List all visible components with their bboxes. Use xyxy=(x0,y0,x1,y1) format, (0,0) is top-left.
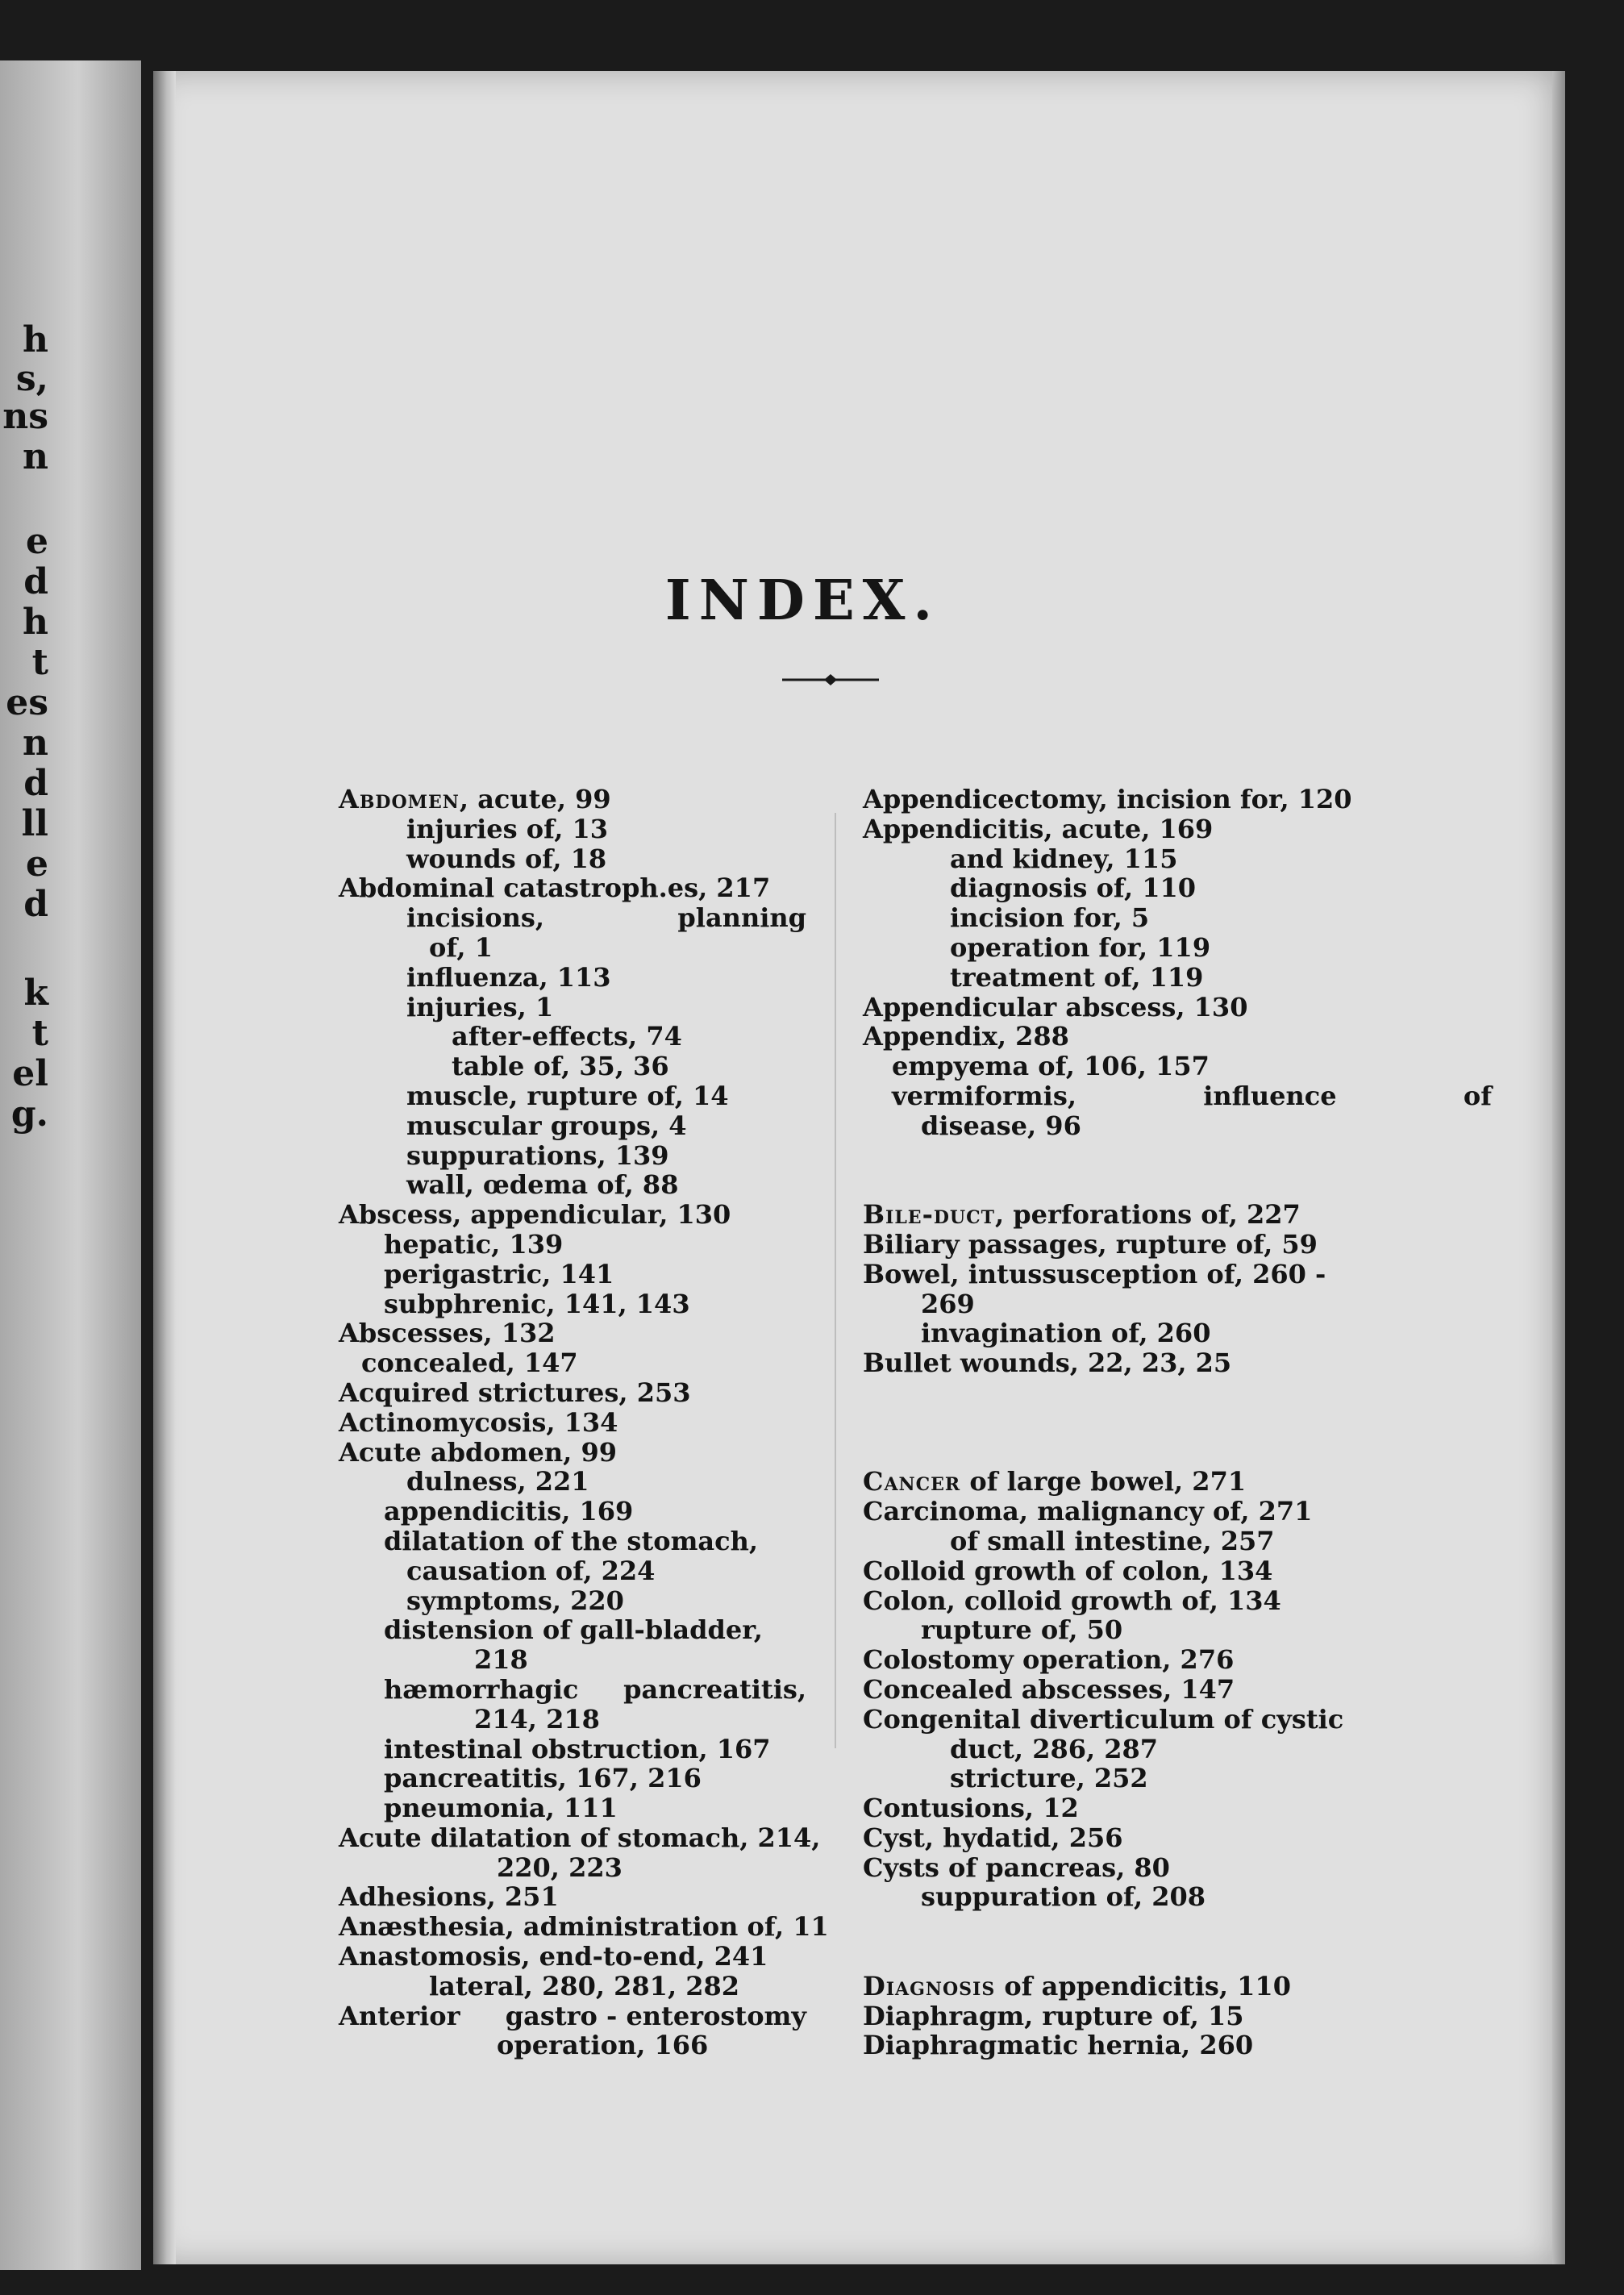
index-section-gap xyxy=(863,1438,1492,1468)
facing-page-letter: s, xyxy=(15,358,48,399)
index-entry: of small intestine, 257 xyxy=(950,1525,1275,1556)
index-entry: Biliary passages, rupture of, 59 xyxy=(863,1228,1318,1260)
index-entry: wounds of, 18 xyxy=(406,843,607,874)
index-entry-word: of xyxy=(1463,1080,1492,1111)
index-entry: appendicitis, 169 xyxy=(384,1496,634,1527)
index-entry: Appendicectomy, incision for, 120 xyxy=(863,784,1352,814)
index-entry-word: Anterior xyxy=(339,2000,460,2031)
index-entry: hepatic, 139 xyxy=(384,1228,564,1260)
index-entry: muscular groups, 4 xyxy=(406,1110,687,1141)
index-entry: Bullet wounds, 22, 23, 25 xyxy=(863,1347,1232,1379)
index-entry: after-effects, 74 xyxy=(452,1021,682,1052)
index-entry: 220, 223 xyxy=(497,1851,623,1883)
index-section-gap xyxy=(863,1912,1492,1942)
facing-page-text-edge xyxy=(0,60,48,2270)
index-entry-word: pancreatitis, xyxy=(623,1673,806,1705)
index-entry-heading: Bile-duct xyxy=(863,1199,996,1231)
index-page xyxy=(153,71,1552,2264)
index-entry-word: planning xyxy=(677,902,806,934)
index-entry: Adhesions, 251 xyxy=(339,1881,559,1913)
facing-page-letter: n xyxy=(23,436,48,477)
index-entry: distension of gall-bladder, xyxy=(384,1614,763,1646)
facing-page-letter: h xyxy=(23,319,48,360)
index-entry: 269 xyxy=(921,1288,975,1319)
index-entry: Actinomycosis, 134 xyxy=(339,1406,618,1438)
index-entry: Diaphragm, rupture of, 15 xyxy=(863,2000,1244,2031)
index-entry: symptoms, 220 xyxy=(406,1585,624,1616)
facing-page-letter: h xyxy=(23,602,48,643)
index-entry: Acute dilatation of stomach, 214, xyxy=(339,1822,821,1853)
index-entry: of, 1 xyxy=(429,931,493,963)
facing-page-letter: es xyxy=(6,682,48,723)
index-entry xyxy=(339,785,806,814)
index-entry: suppuration of, 208 xyxy=(921,1881,1206,1913)
index-entry: Anastomosis, end-to-end, 241 xyxy=(339,1941,768,1972)
index-entry: Cyst, hydatid, 256 xyxy=(863,1822,1123,1853)
facing-page-letter: ll xyxy=(21,803,48,844)
index-entry: causation of, 224 xyxy=(406,1555,656,1586)
index-entry-word: vermiformis, xyxy=(892,1080,1076,1111)
index-entry: Acute abdomen, 99 xyxy=(339,1436,617,1468)
index-section-gap xyxy=(863,1378,1492,1408)
index-section-gap xyxy=(863,1408,1492,1438)
index-entry: Diaphragmatic hernia, 260 xyxy=(863,2030,1254,2061)
index-entry: invagination of, 260 xyxy=(921,1318,1211,1349)
index-entry: Carcinoma, malignancy of, 271 xyxy=(863,1496,1313,1527)
index-entry: dilatation of the stomach, xyxy=(384,1525,759,1556)
index-entry: Appendicular abscess, 130 xyxy=(863,991,1248,1023)
index-entry: concealed, 147 xyxy=(361,1347,578,1379)
index-entry: operation, 166 xyxy=(497,2030,709,2061)
index-entry: stricture, 252 xyxy=(950,1763,1148,1794)
facing-page-letter: d xyxy=(23,561,48,602)
index-entry: Anæsthesia, administration of, 11 xyxy=(339,1911,829,1943)
index-entry xyxy=(339,1675,806,1705)
index-entry: Abscess, appendicular, 130 xyxy=(339,1199,731,1231)
facing-page-letter: d xyxy=(23,884,48,925)
index-entry: disease, 96 xyxy=(921,1110,1081,1141)
facing-page-letter: t xyxy=(31,642,48,683)
facing-page-letter: e xyxy=(26,521,48,562)
index-entry-heading: Diagnosis xyxy=(863,1970,996,2001)
index-entry: diagnosis of, 110 xyxy=(950,873,1197,904)
index-entry: table of, 35, 36 xyxy=(452,1051,669,1082)
index-entry-word: influence xyxy=(1203,1080,1337,1111)
index-entry: dulness, 221 xyxy=(406,1466,589,1497)
index-entry: operation for, 119 xyxy=(950,931,1211,963)
index-entry: Abdominal catastroph.es, 217 xyxy=(339,873,771,904)
page-gutter xyxy=(153,71,176,2264)
index-entry: and kidney, 115 xyxy=(950,843,1178,874)
index-entry: Abscesses, 132 xyxy=(339,1318,556,1349)
title-ornament-divider xyxy=(782,672,879,688)
index-entry: influenza, 113 xyxy=(406,961,611,993)
index-entry: incision for, 5 xyxy=(950,902,1150,934)
index-section-gap xyxy=(863,1141,1492,1171)
index-entry-text: of large bowel, 271 xyxy=(960,1466,1247,1497)
index-column-right xyxy=(863,785,1492,2060)
index-entry: injuries of, 13 xyxy=(406,813,609,844)
page-edge-right xyxy=(1552,71,1565,2264)
page-title: INDEX. xyxy=(664,569,941,633)
index-entry xyxy=(863,1081,1492,1111)
index-entry: perigastric, 141 xyxy=(384,1258,614,1289)
facing-page-letter: n xyxy=(23,723,48,764)
index-entry: Contusions, 12 xyxy=(863,1793,1079,1824)
index-entry: pancreatitis, 167, 216 xyxy=(384,1763,702,1794)
index-entry: lateral, 280, 281, 282 xyxy=(429,1970,740,2001)
index-entry-word: hæmorrhagic xyxy=(384,1673,579,1705)
index-section-gap xyxy=(863,1942,1492,1972)
index-entry xyxy=(863,1467,1492,1497)
index-entry: duct, 286, 287 xyxy=(950,1733,1159,1764)
index-entry: subphrenic, 141, 143 xyxy=(384,1288,690,1319)
facing-page-letter: t xyxy=(31,1013,48,1054)
index-entry-word: gastro - enterostomy xyxy=(505,2000,806,2031)
index-section-gap xyxy=(863,1170,1492,1200)
facing-page-letter: g. xyxy=(10,1093,48,1135)
index-column-left xyxy=(339,784,829,2061)
index-entry-heading: Cancer xyxy=(863,1466,961,1497)
index-entry-word: incisions, xyxy=(406,902,544,934)
index-entry-text: , acute, 99 xyxy=(459,784,611,814)
index-entry: 218 xyxy=(474,1644,528,1676)
index-entry: Congenital diverticulum of cystic xyxy=(863,1703,1344,1735)
index-entry-text: , perforations of, 227 xyxy=(995,1199,1301,1231)
facing-page-fragment xyxy=(0,60,141,2270)
index-entry: intestinal obstruction, 167 xyxy=(384,1733,771,1764)
facing-page-letter: el xyxy=(12,1053,48,1094)
column-divider xyxy=(835,813,836,1748)
index-entry: Colostomy operation, 276 xyxy=(863,1644,1235,1676)
index-entry-heading: Abdomen xyxy=(339,784,460,814)
index-entry: Colloid growth of colon, 134 xyxy=(863,1555,1273,1586)
index-entry: 214, 218 xyxy=(474,1703,600,1735)
index-entry: wall, œdema of, 88 xyxy=(406,1169,679,1201)
facing-page-letter: d xyxy=(23,763,48,804)
index-entry: Bowel, intussusception of, 260 - xyxy=(863,1258,1326,1289)
facing-page-letter: k xyxy=(23,973,48,1014)
index-entry: muscle, rupture of, 14 xyxy=(406,1080,729,1111)
index-entry: empyema of, 106, 157 xyxy=(892,1051,1210,1082)
index-entry: Concealed abscesses, 147 xyxy=(863,1673,1235,1705)
index-entry: pneumonia, 111 xyxy=(384,1793,618,1824)
index-entry: Appendix, 288 xyxy=(863,1021,1069,1052)
index-entry: Cysts of pancreas, 80 xyxy=(863,1851,1170,1883)
index-entry: treatment of, 119 xyxy=(950,961,1204,993)
index-entry xyxy=(339,2001,806,2031)
index-entry: Colon, colloid growth of, 134 xyxy=(863,1585,1281,1616)
index-entry xyxy=(863,1200,1492,1230)
index-entry-text: of appendicitis, 110 xyxy=(995,1970,1291,2001)
index-entry xyxy=(339,903,806,933)
facing-page-letter: ns xyxy=(2,396,48,437)
index-entry: rupture of, 50 xyxy=(921,1614,1123,1646)
index-entry: Appendicitis, acute, 169 xyxy=(863,813,1214,844)
index-entry: Acquired strictures, 253 xyxy=(339,1377,691,1408)
index-entry: injuries, 1 xyxy=(406,991,554,1023)
index-entry: suppurations, 139 xyxy=(406,1139,669,1171)
facing-page-letter: e xyxy=(26,843,48,885)
index-entry xyxy=(863,1972,1492,2001)
